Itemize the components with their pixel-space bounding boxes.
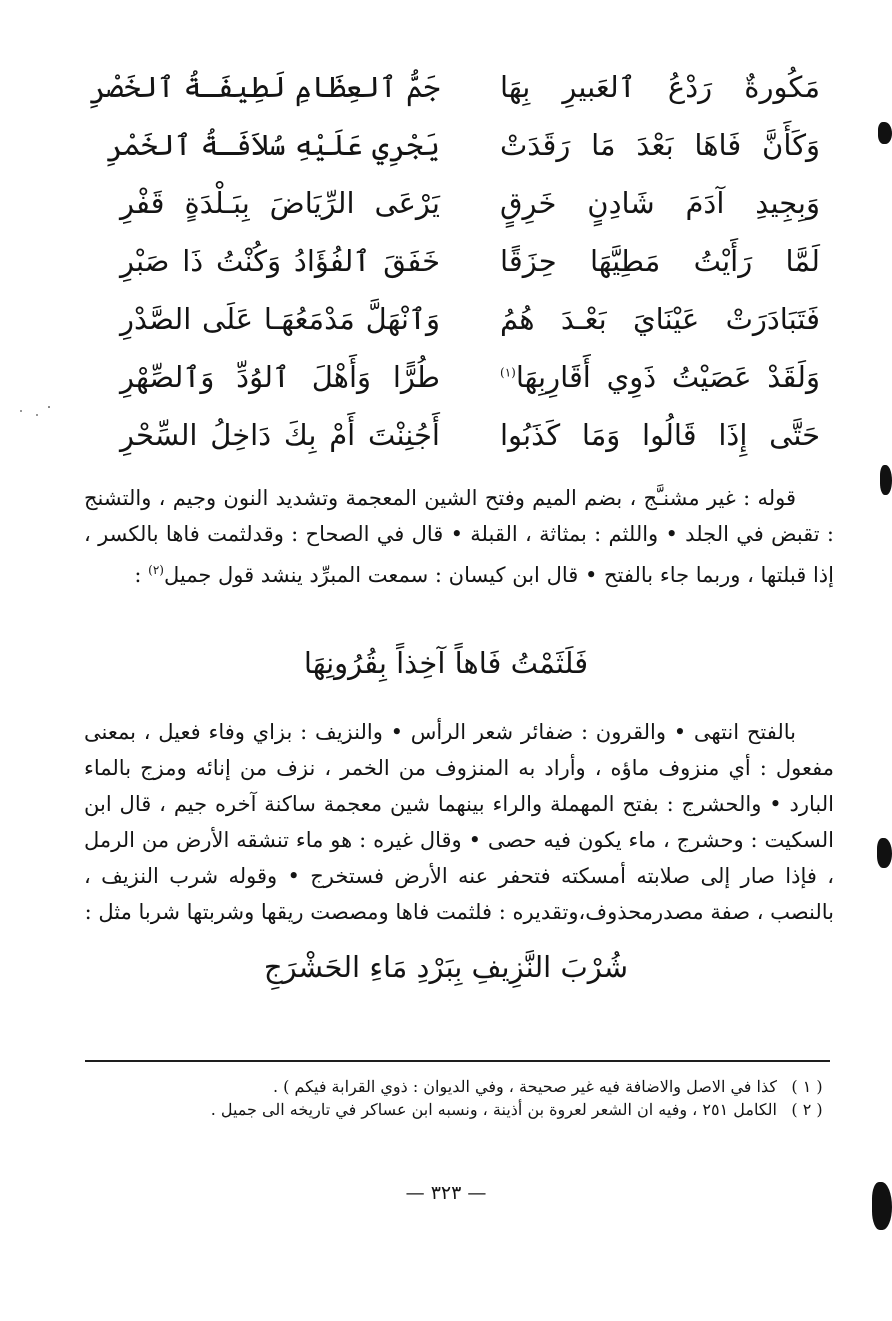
verse-first-text: وَلَقَدْ عَصَيْتُ ذَوِي أَقَارِبِهَا — [515, 359, 820, 394]
footnote-marker: (١) — [500, 364, 516, 379]
scan-speck — [48, 406, 50, 408]
footnote-number: ( ١ ) — [791, 1077, 823, 1096]
verse-first-hemistich: لَمَّا رَأَيْتُ مَطِيَّهَا حِزَقًا — [500, 243, 820, 278]
verse-second-hemistich: يَرْعَى الرِّيَاضَ بِبَـلْدَةٍ قَفْرِ — [120, 185, 440, 220]
verse-second-hemistich: جَمُّ ٱلعِظَامِ لَطِيفَـةُ ٱلخَصْرِ — [89, 69, 440, 104]
verse-first-hemistich: وَبِجِيدِ آدَمَ شَادِنٍ خَرِقٍ — [500, 185, 820, 220]
commentary-paragraph — [84, 714, 834, 930]
verse-line — [89, 58, 820, 116]
verse-first-hemistich: حَتَّى إِذَا قَالُوا وَمَا كَذَبُوا — [500, 417, 820, 452]
quoted-hemistich: فَلَثَمْتُ فَاهاً آخِذاً بِقُرُونِهَا — [303, 646, 589, 680]
verse-line — [106, 116, 820, 174]
verse-second-hemistich: طُرًّا وَأَهْلَ ٱلوُدِّ وَٱلصِّهْرِ — [120, 359, 440, 394]
commentary-text: بالفتح انتهى • والقرون : ضفائر شعر الرأس • والنزيف : بزاي وفاء فعيل ، بمعنى مفعول : أي منزوف ماؤه ، وأراد به المنزوف من الخمر ، نزف من إنائه ومزج بالماء البارد • والحشرج : بفتح المهملة والراء بينهما شين معجمة ساكنة آخره جيم ، قال ابن السكيت : وحشرج ، ماء يكون فيه حصى • وقال غيره : هو ماء تنشقه الأرض من الرمل ، فإذا صار إلى صلابته أمسكته فتحفر عنه الأرض فستخرج • وقوله شرب النزيف ، بالنصب ، صفة مصدرمحذوف،وتقديره : فلثمت فاها ومصصت ريقها وشربتها شربا مثل : — [84, 720, 834, 924]
poem-verses — [89, 58, 820, 464]
footnote-text: الكامل ٢٥١ ، وفيه ان الشعر لعروة بن أذينة ، ونسبه ابن عساكر في تاريخه الى جميل . — [210, 1100, 777, 1119]
verse-line — [120, 174, 820, 232]
verse-line — [120, 290, 820, 348]
verse-second-hemistich: خَفَقَ ٱلفُؤَادُ وَكُنْتُ ذَا صَبْرِ — [120, 243, 440, 278]
verse-first-hemistich: وَكَأَنَّ فَاهَا بَعْدَ مَا رَقَدَتْ — [500, 127, 820, 162]
footnote-marker: (٢) — [148, 563, 164, 577]
scan-ink-mark — [878, 122, 892, 144]
commentary-paragraph — [84, 480, 834, 593]
scan-ink-mark — [880, 465, 892, 495]
verse-first-hemistich: فَتَبَادَرَتْ عَيْنَايَ بَعْـدَ هُمُ — [500, 301, 820, 336]
footnotes — [67, 1075, 837, 1121]
footnote-number: ( ٢ ) — [791, 1100, 823, 1119]
commentary-text — [84, 480, 834, 593]
footnote-divider — [85, 1060, 830, 1062]
page-number: — ٣٢٣ — — [405, 1182, 487, 1204]
scan-ink-mark — [872, 1182, 892, 1230]
scan-ink-mark — [877, 838, 892, 868]
footnote-text: كذا في الاصل والاضافة فيه غير صحيحة ، وفي الديوان : ذوي القرابة فيكم ) . — [273, 1077, 777, 1096]
verse-second-hemistich: وَٱنْهَلَّ مَدْمَعُهَـا عَلَى الصَّدْرِ — [120, 301, 440, 336]
footnote-item — [67, 1098, 837, 1121]
verse-line — [120, 406, 820, 464]
verse-second-hemistich: أَجُنِنْتَ أَمْ بِكَ دَاخِلُ السِّحْرِ — [120, 417, 440, 452]
scan-speck — [20, 410, 22, 412]
scan-speck — [36, 414, 38, 416]
quoted-hemistich: شُرْبَ النَّزِيفِ بِبَرْدِ مَاءِ الحَشْرَجِ — [263, 950, 629, 984]
verse-line — [120, 348, 820, 406]
commentary-body: قوله : غير مشنـَّج ، بضم الميم وفتح الشين المعجمة وتشديد النون وجيم ، والتشنج : تقبض في الجلد • واللثم : بمثاثة ، القبلة • قال في الصحاح : وقدلثمت فاها بالكسر ، إذا قبلتها ، وربما جاء بالفتح • قال ابن كيسان : سمعت المبرِّد ينشد قول جميل — [84, 486, 834, 587]
verse-line — [120, 232, 820, 290]
commentary-tail: : — [134, 563, 149, 587]
verse-second-hemistich: يَجْرِي عَلَيْهِ سُلاَفَـةُ ٱلخَمْرِ — [106, 127, 440, 162]
footnote-item — [67, 1075, 837, 1098]
verse-first-hemistich: مَكُورةٌ رَدْعُ ٱلعَبيرِ بِهَا — [500, 69, 820, 104]
verse-first-hemistich — [500, 360, 820, 395]
